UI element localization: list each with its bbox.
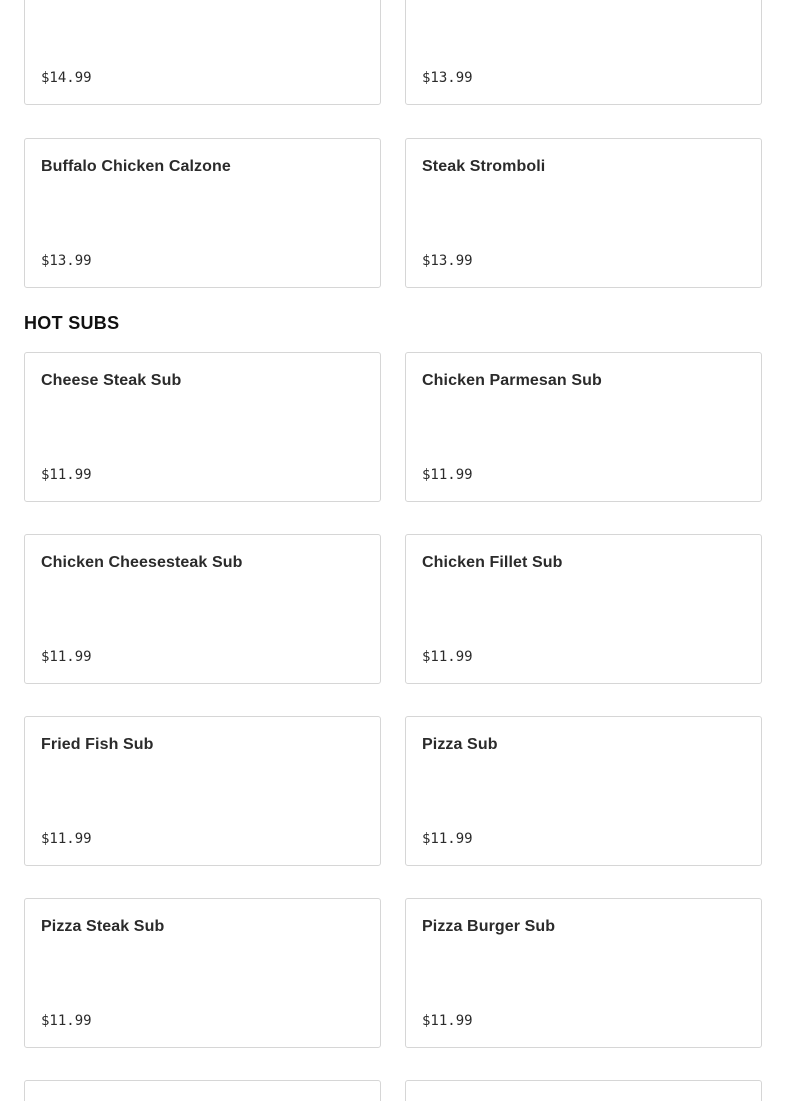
item-name: Buffalo Chicken Calzone [41,158,231,175]
item-name: Fried Fish Sub [41,736,154,753]
menu-item-card[interactable] [24,138,381,288]
menu-item-card[interactable] [24,716,381,866]
item-price: $11.99 [422,1013,473,1029]
item-price: $14.99 [41,70,92,86]
menu-item-card[interactable] [405,0,762,105]
menu-item-card[interactable] [405,898,762,1048]
menu-item-card[interactable] [24,352,381,502]
item-name: Pizza Burger Sub [422,918,556,935]
item-name: Chicken Cheesesteak Sub [41,554,243,571]
menu-item-card[interactable] [24,534,381,684]
item-price: $11.99 [422,467,473,483]
item-name: Pizza Sub [422,736,498,753]
menu-item-card[interactable] [24,898,381,1048]
item-name: Cheese Steak Sub [41,372,182,389]
item-price: $11.99 [422,831,473,847]
item-price: $11.99 [41,649,92,665]
item-price: $13.99 [422,70,473,86]
item-name: Chicken Parmesan Sub [422,372,602,389]
section-title-hot-subs: HOT SUBS [24,313,120,333]
item-price: $11.99 [422,649,473,665]
item-name: Pizza Steak Sub [41,918,165,935]
menu-item-card[interactable] [24,0,381,105]
item-price: $11.99 [41,1013,92,1029]
item-price: $11.99 [41,831,92,847]
menu-item-card[interactable] [24,1080,381,1101]
item-price: $11.99 [41,467,92,483]
item-name: Steak Stromboli [422,158,546,175]
menu-item-card[interactable] [405,534,762,684]
item-name: Chicken Fillet Sub [422,554,563,571]
menu-item-card[interactable] [405,138,762,288]
menu-item-card[interactable] [405,352,762,502]
menu-item-card[interactable] [405,716,762,866]
item-price: $13.99 [422,253,473,269]
menu-item-card[interactable] [405,1080,762,1101]
item-price: $13.99 [41,253,92,269]
